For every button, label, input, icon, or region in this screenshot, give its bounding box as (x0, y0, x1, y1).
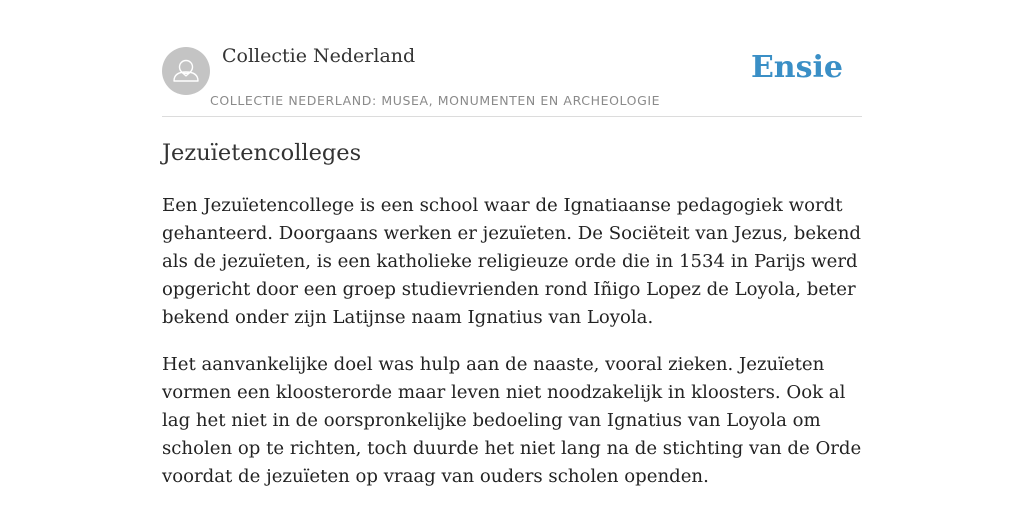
author-link[interactable]: Collectie Nederland (222, 45, 416, 67)
article-title: Jezuïetencolleges (162, 140, 362, 166)
article-paragraph: Het aanvankelijke doel was hulp aan de naaste, vooral zieken. Jezuïeten vormen een kloosterorde maar leven niet noodzakelijk in kloosters. Ook al lag het niet in de oorspronkelijke bedoeling van Ignatius van Loyola om scholen op te richten, toch duurde het niet lang na de stichting van de Orde voordat de jezuïeten op vraag van ouders scholen openden. (162, 354, 862, 487)
article-header (162, 0, 862, 117)
article-paragraph: Een Jezuïetencollege is een school waar de Ignatiaanse pedagogiek wordt gehanteerd. Doorgaans werken er jezuïeten. De Sociëteit van Jezus, bekend als de jezuïeten, is een katholieke religieuze orde die in 1534 in Parijs werd opgericht door een groep studievrienden rond Iñigo Lopez de Loyola, beter bekend onder zijn Latijnse naam Ignatius van Loyola. (162, 195, 861, 328)
article-body (162, 192, 862, 510)
user-silhouette-icon (162, 47, 210, 95)
collection-link[interactable]: COLLECTIE NEDERLAND: MUSEA, MONUMENTEN EN ARCHEOLOGIE (210, 93, 661, 108)
ensie-logo[interactable]: Ensie (750, 50, 843, 85)
user-avatar-icon[interactable] (162, 47, 210, 95)
